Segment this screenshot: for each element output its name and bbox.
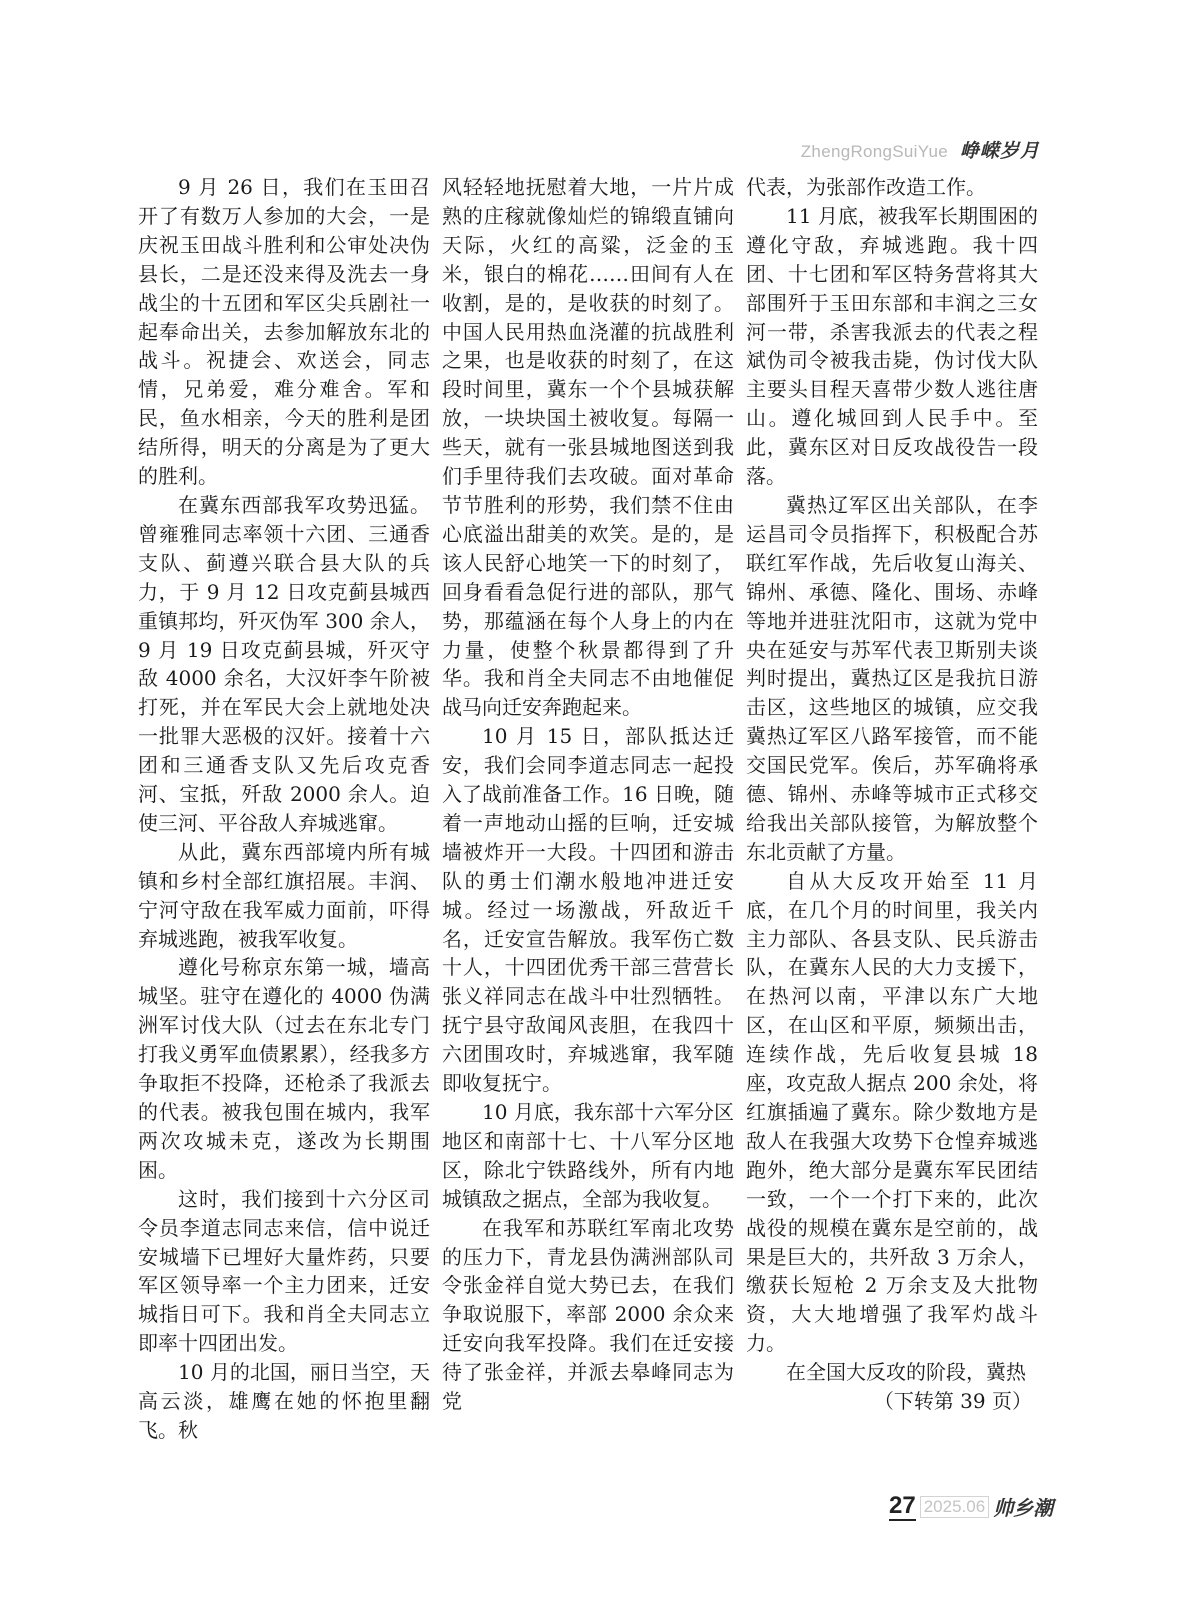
- section-title-pinyin: ZhengRongSuiYue: [800, 142, 948, 161]
- section-title-chinese: 峥嵘岁月: [959, 140, 1040, 162]
- paragraph: 在全国大反攻的阶段，冀热: [786, 1360, 1026, 1385]
- page-footer: [889, 1492, 1053, 1521]
- paragraph: 9 月 26 日，我们在玉田召开了有数万人参加的大会，一是庆祝玉田战斗胜利和公审处决伪县长，二是还没来得及洗去一身战尘的十五团和军区尖兵剧社一起奉命出关，去参加解放东北的战斗。祝捷会、欢送会，同志情，兄弟爱，难分难舍。军和民，鱼水相亲，今天的胜利是团结所得，明天的分离是为了更大的胜利。: [138, 175, 430, 489]
- paragraph: 10 月 15 日，部队抵达迁安，我们会同李道志同志一起投入了战前准备工作。16 日晚，随着一声地动山摇的巨响，迁安城墙被炸开一大段。十四团和游击队的勇士们潮水般地冲进迁安城。经过一场激战，歼敌近千名，迁安宣告解放。我军伤亡数十人，十四团优秀干部三营营长张义祥同志在战斗中壮烈牺牲。抚宁县守敌闻风丧胆，在我四十六团围攻时，弃城逃窜，我军随即收复抚宁。: [442, 724, 734, 1096]
- paragraph: 从此，冀东西部境内所有城镇和乡村全部红旗招展。丰润、宁河守敌在我军威力面前，吓得弃城逃跑，被我军收复。: [138, 839, 430, 951]
- text-column-3: [746, 173, 1038, 1458]
- paragraph: 遵化号称京东第一城，墙高城坚。驻守在遵化的 4000 伪满洲军讨伐大队（过去在东北专门打我义勇军血债累累），经我多方争取拒不投降，还枪杀了我派去的代表。被我包围在城内，我军两次攻城未克，遂改为长期围困。: [138, 955, 430, 1182]
- article-body: [138, 173, 1038, 1458]
- magazine-name: 帅乡潮: [993, 1496, 1054, 1520]
- paragraph-continued: 风轻轻地抚慰着大地，一片片成熟的庄稼就像灿烂的锦缎直铺向天际，火红的高粱，泛金的玉米，银白的棉花……田间有人在收割，是的，是收获的时刻了。中国人民用热血浇灌的抗战胜利之果，也是收获的时刻了，在这段时间里，冀东一个个县城获解放，一块块国土被收复。每隔一些天，就有一张县城地图送到我们手里待我们去攻破。面对革命节节胜利的形势，我们禁不住由心底溢出甜美的欢笑。是的，是该人民舒心地笑一下的时刻了，回身看看急促行进的部队，那气势，那蕴涵在每个人身上的内在力量，使整个秋景都得到了升华。我和肖全夫同志不由地催促战马向迁安奔跑起来。: [442, 175, 734, 720]
- paragraph: 10 月底，我东部十六军分区地区和南部十七、十八军分区地区，除北宁铁路线外，所有内地城镇敌之据点，全部为我收复。: [442, 1100, 734, 1211]
- section-header: [801, 136, 1040, 163]
- paragraph: 冀热辽军区出关部队，在李运昌司令员指挥下，积极配合苏联红军作战，先后收复山海关、锦州、承德、隆化、围场、赤峰等地并进驻沈阳市，这就为党中央在延安与苏军代表卫斯别夫谈判时提出，冀热辽区是我抗日游击区，这些地区的城镇，应交我冀热辽军区八路军接管，而不能交国民党军。俟后，苏军确将承德、锦州、赤峰等城市正式移交给我出关部队接管，为解放整个东北贡献了方量。: [746, 492, 1038, 864]
- paragraph: 这时，我们接到十六分区司令员李道志同志来信，信中说迁安城墙下已埋好大量炸药，只要军区领导率一个主力团来，迁安城指日可下。我和肖全夫同志立即率十四团出发。: [138, 1186, 430, 1356]
- paragraph: 11 月底，被我军长期围困的遵化守敌，弃城逃跑。我十四团、十七团和军区特务营将其大部围歼于玉田东部和丰润之三女河一带，杀害我派去的代表之程斌伪司令被我击毙，伪讨伐大队主要头目程天喜带少数人逃往唐山。遵化城回到人民手中。至此，冀东区对日反攻战役告一段落。: [746, 203, 1038, 489]
- text-column-2: [442, 173, 734, 1458]
- paragraph: 自从大反攻开始至 11 月底，在几个月的时间里，我关内主力部队、各县支队、民兵游击队，在冀东人民的大力支援下，在热河以南，平津以东广大地区，在山区和平原，频频出击，连续作战，先后收复县城 18 座，攻克敌人据点 200 余处，将红旗插遍了冀东。除少数地方是敌人在我强大攻势下仓惶弃城逃跑外，绝大部分是冀东军民团结一致，一个一个打下来的，此次战役的规模在冀东是空前的，战果是巨大的，共歼敌 3 万余人，缴获长短枪 2 万余支及大批物资，大大地增强了我军灼战斗力。: [746, 868, 1038, 1356]
- issue-date: 2025.06: [920, 1496, 989, 1518]
- continued-on-page-note: （下转第 39 页）: [873, 1389, 1032, 1414]
- paragraph: 10 月的北国，丽日当空，天高云淡，雄鹰在她的怀抱里翻飞。秋: [138, 1360, 430, 1442]
- paragraph-continued: 代表，为张部作改造工作。: [746, 175, 986, 199]
- page-number: 27: [889, 1491, 916, 1519]
- paragraph: 在我军和苏联红军南北攻势的压力下，青龙县伪满洲部队司令张金祥自觉大势已去，在我们争取说服下，率部 2000 余众来迁安向我军投降。我们在迁安接待了张金祥，并派去皋峰同志为党: [442, 1215, 734, 1414]
- paragraph: 在冀东西部我军攻势迅猛。曾雍雅同志率领十六团、三通香支队、蓟遵兴联合县大队的兵力，于 9 月 12 日攻克蓟县城西重镇邦均，歼灭伪军 300 余人，9 月 19 日攻克蓟县城，歼灭守敌 4000 余名，大汉奸李午阶被打死，并在军民大会上就地处决一批罪大恶极的汉奸。接着十六团和三通香支队又先后攻克香河、宝抵，歼敌 2000 余人。迫使三河、平谷敌人弃城逃窜。: [138, 492, 430, 835]
- text-column-1: [138, 173, 430, 1458]
